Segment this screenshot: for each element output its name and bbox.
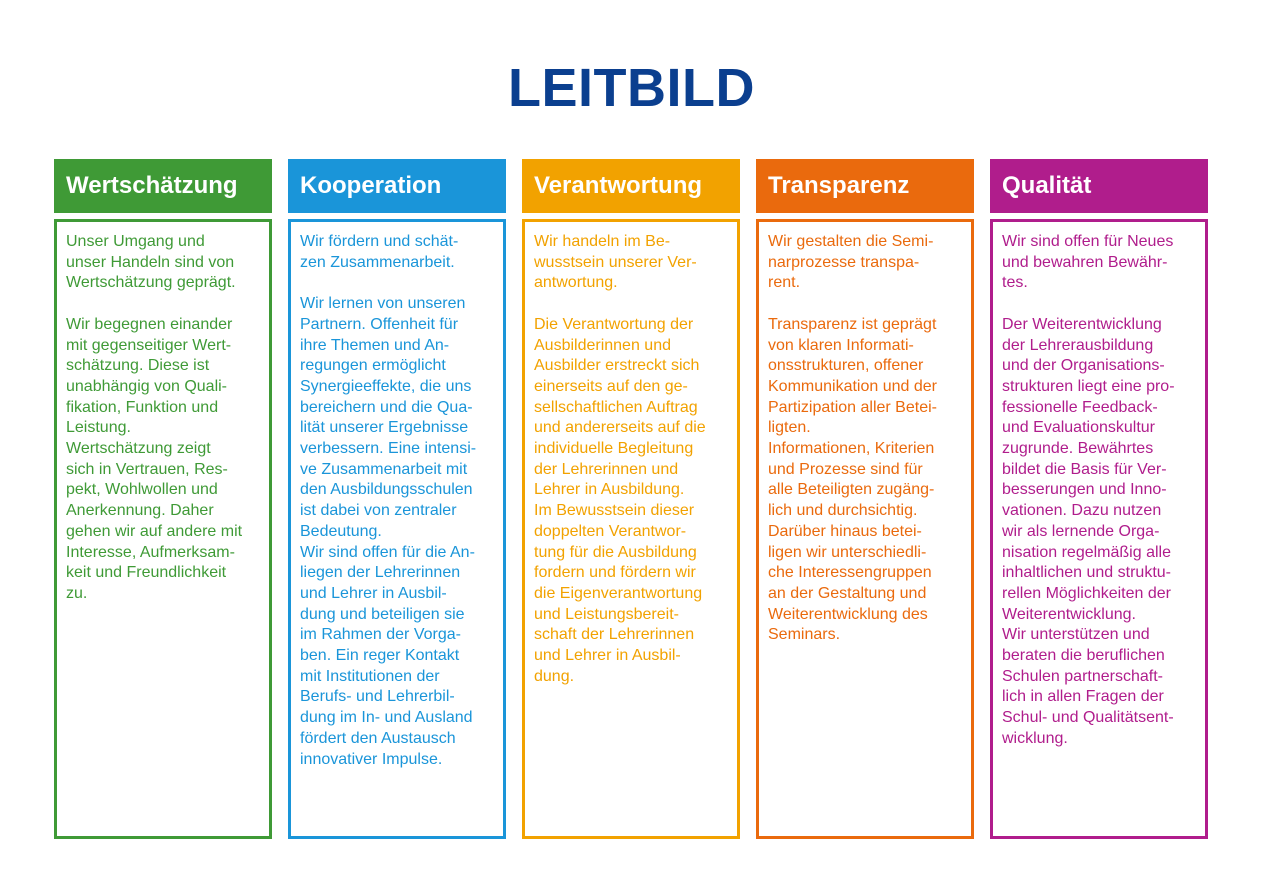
- paragraph: Unser Umgang und unser Handeln sind von Wertschätzung geprägt.: [66, 233, 236, 292]
- column-verantwortung: [522, 159, 740, 839]
- paragraph: Wir begegnen einander mit gegenseitiger Wert- schätzung. Diese ist unabhängig von Quali- fikation, Funktion und Leistung.: [66, 315, 233, 437]
- paragraph: Die Verantwortung der Ausbilderinnen und Ausbilder erstreckt sich einerseits auf den ge- sellschaftlichen Auftrag und andererseits auf die individuelle Begleitung der Lehrerinnen und Lehrer in Ausbildung.: [534, 315, 706, 499]
- paragraph: Wir lernen von unseren Partnern. Offenheit für ihre Themen und An- regungen ermöglicht Synergieeffekte, die uns bereichern und die Qua- lität unserer Ergebnisse verbessern. Eine intensi- ve Zusammenarbeit mit den Ausbildungsschulen ist dabei von zentraler Bedeutung.: [300, 295, 477, 540]
- column-text-box-qualitaet: [990, 219, 1208, 839]
- column-heading-verantwortung: Verantwortung: [522, 159, 740, 213]
- paragraph: Wir fördern und schät- zen Zusammenarbeit.: [300, 233, 459, 271]
- paragraph: Transparenz ist geprägt von klaren Informati- onsstrukturen, offener Kommunikation und der Partizipation aller Betei- ligten.: [768, 315, 937, 437]
- paragraph: Informationen, Kriterien und Prozesse sind für alle Beteiligten zugäng- lich und durchsichtig.: [768, 440, 935, 520]
- paragraph: Wertschätzung zeigt sich in Vertrauen, Res- pekt, Wohlwollen und Anerkennung. Daher gehen wir auf andere mit Interesse, Aufmerksam- keit und Freundlichkeit zu.: [66, 440, 243, 602]
- page-title: LEITBILD: [508, 58, 755, 118]
- column-heading-transparenz: Transparenz: [756, 159, 974, 213]
- column-heading-qualitaet: Qualität: [990, 159, 1208, 213]
- paragraph: Wir sind offen für Neues und bewahren Bewähr- tes.: [1002, 233, 1174, 292]
- paragraph: Darüber hinaus betei- ligen wir unterschiedli- che Interessengruppen an der Gestaltung und Weiterentwicklung des Seminars.: [768, 522, 932, 644]
- paragraph: Wir handeln im Be- wusstsein unserer Ver- antwortung.: [534, 233, 697, 292]
- paragraph: Wir sind offen für die An- liegen der Lehrerinnen und Lehrer in Ausbil- dung und beteiligen sie im Rahmen der Vorga- ben. Ein reger Kontakt mit Institutionen der Berufs- und Lehrerbil- dung im In- und Ausland fördert den Austausch innovativer Impulse.: [300, 543, 475, 768]
- column-text-box-wertschaetzung: [54, 219, 272, 839]
- column-text-box-verantwortung: [522, 219, 740, 839]
- column-heading-wertschaetzung: Wertschätzung: [54, 159, 272, 213]
- paragraph: Der Weiterentwicklung der Lehrerausbildung und der Organisations- strukturen liegt eine pro- fessionelle Feedback- und Evaluationskultur zugrunde. Bewährtes bildet die Basis für Ver- besserungen und Inno- vationen. Dazu nutzen wir als lernende Orga- nisation regelmäßig alle inhaltlichen und struktu- rellen Möglichkeiten der Weiterentwicklung.: [1002, 315, 1175, 623]
- column-text-box-transparenz: [756, 219, 974, 839]
- column-text-box-kooperation: [288, 219, 506, 839]
- column-transparenz: [756, 159, 974, 839]
- column-wertschaetzung: [54, 159, 272, 839]
- paragraph: Wir unterstützen und beraten die beruflichen Schulen partnerschaft- lich in allen Fragen der Schul- und Qualitätsent- wicklung.: [1002, 626, 1174, 747]
- column-kooperation: [288, 159, 506, 839]
- column-qualitaet: [990, 159, 1208, 839]
- paragraph: Im Bewusstsein dieser doppelten Verantwor- tung für die Ausbildung fordern und fördern wir die Eigenverantwortung und Leistungsbereit- schaft der Lehrerinnen und Lehrer in Ausbil- dung.: [534, 502, 703, 685]
- paragraph: Wir gestalten die Semi- narprozesse transpa- rent.: [768, 233, 934, 292]
- column-heading-kooperation: Kooperation: [288, 159, 506, 213]
